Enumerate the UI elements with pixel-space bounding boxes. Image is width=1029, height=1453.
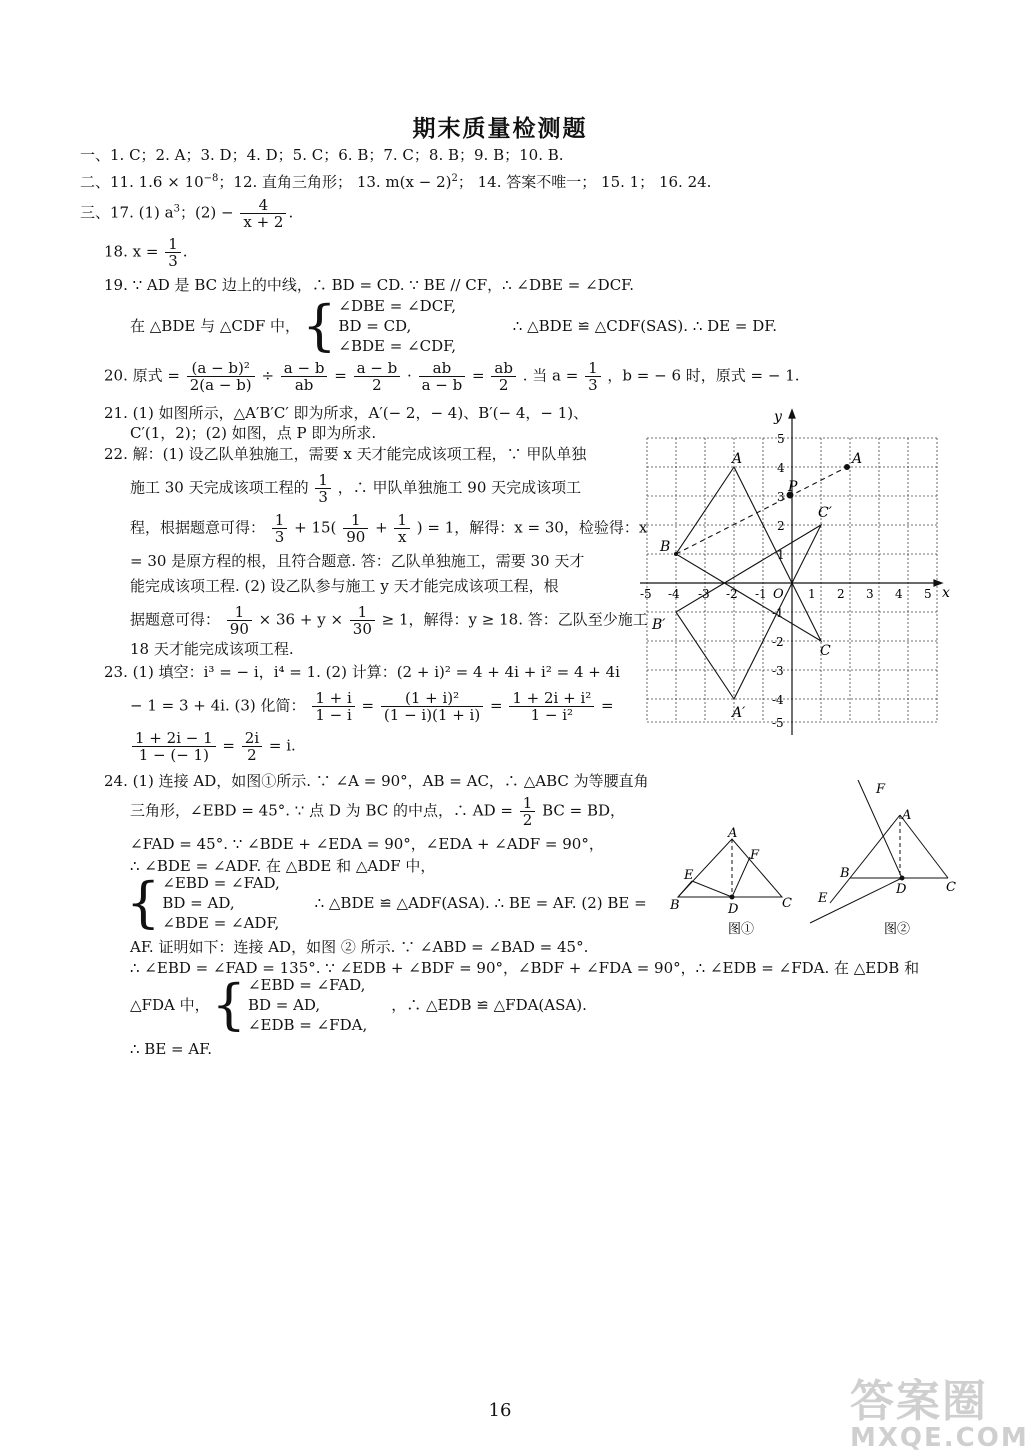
- text: =: [601, 696, 614, 715]
- fraction: [354, 360, 401, 393]
- y-tick: 4: [777, 461, 785, 475]
- fraction: [281, 360, 328, 393]
- figure-2: [800, 775, 970, 940]
- numerator: 1: [272, 512, 288, 529]
- label-c-prime: C′: [818, 505, 832, 521]
- denominator: 2: [372, 376, 382, 394]
- numerator: 4: [240, 197, 286, 214]
- denominator: 90: [229, 620, 249, 638]
- fraction: [491, 360, 516, 393]
- fraction: [419, 360, 466, 393]
- brace: {: [302, 294, 337, 357]
- numerator: 1: [520, 795, 536, 812]
- denominator: 3: [588, 376, 598, 394]
- numerator: 1: [350, 604, 375, 621]
- y-tick: 1: [777, 548, 785, 562]
- text: =: [222, 736, 235, 755]
- fraction: [242, 730, 262, 763]
- fig2-label-c: C: [946, 880, 956, 895]
- answer-line-22f: [130, 604, 648, 637]
- text: BC = BD，: [542, 801, 625, 820]
- answer-line-24e: [124, 873, 647, 933]
- text: .: [288, 203, 294, 222]
- fraction: [394, 512, 410, 545]
- label-b: B: [660, 539, 671, 555]
- label-a: A: [732, 451, 743, 467]
- text: 据题意可得：: [130, 610, 221, 629]
- fraction: [187, 360, 255, 393]
- denominator: 1 − i: [315, 706, 352, 724]
- x-tick: -1: [755, 587, 767, 601]
- denominator: 3: [274, 528, 285, 546]
- denominator: 3: [318, 488, 328, 506]
- sys-line: BD = CD,: [338, 317, 412, 335]
- numerator: 1 + i: [312, 690, 354, 707]
- denominator: (1 − i)(1 + i): [383, 706, 481, 724]
- fig1-label-f: F: [750, 848, 760, 863]
- brace: {: [211, 973, 246, 1036]
- fraction: [227, 604, 252, 637]
- text: △FDA 中，: [130, 996, 210, 1014]
- sys-line: ∠EDB = ∠FDA,: [247, 1016, 368, 1034]
- text: 程，根据题意可得：: [130, 518, 266, 537]
- text: ，∴ 甲队单独施工 90 天完成该项工: [337, 478, 582, 497]
- x-tick: -4: [668, 587, 680, 601]
- fig1-label-c: C: [782, 896, 792, 911]
- y-tick: -2: [772, 635, 784, 649]
- text: 二、11. 1.6 × 10: [80, 173, 204, 191]
- text: ∴ △BDE ≌ △ADF(ASA). ∴ BE = AF. (2) BE =: [314, 894, 647, 912]
- exponent: 2: [451, 173, 458, 184]
- text: =: [472, 366, 485, 385]
- denominator: 30: [352, 620, 372, 638]
- fig2-label-d: D: [896, 882, 907, 897]
- numerator: 1: [227, 604, 252, 621]
- denominator: 1 − i²: [530, 706, 574, 724]
- text: 20. 原式 =: [104, 366, 180, 385]
- label-a-prime: A′: [732, 705, 746, 721]
- x-axis-label: x: [942, 585, 950, 601]
- answer-line-1: 一、1. C；2. A；3. D；4. D；5. C；6. B；7. C；8. B；9. B；10. B.: [80, 146, 564, 164]
- answer-line-24g: ∴ ∠EBD = ∠FAD = 135°. ∵ ∠EDB + ∠BDF = 90°，∠BDF + ∠FDA = 90°，∴ ∠EDB = ∠FDA. 在 △EDB 和: [130, 959, 920, 977]
- answer-line-17: [80, 197, 293, 230]
- denominator: 90: [346, 528, 366, 546]
- text: ÷: [261, 366, 275, 385]
- fig1-label-d: D: [728, 902, 739, 917]
- denominator: x + 2: [243, 213, 284, 231]
- answer-line-24h: [130, 975, 587, 1035]
- answer-line-24f: AF. 证明如下：连接 AD，如图 ② 所示. ∵ ∠ABD = ∠BAD = 45°.: [130, 938, 589, 956]
- answer-line-22e: 能完成该项工程. (2) 设乙队参与施工 y 天才能完成该项工程，根: [130, 577, 559, 595]
- denominator: 2: [498, 376, 509, 394]
- x-tick-labels: [640, 587, 932, 601]
- y-tick: 2: [777, 519, 785, 533]
- answer-line-23b: [130, 690, 614, 723]
- fig2-label-f: F: [876, 782, 886, 797]
- page-title: 期末质量检测题: [412, 115, 588, 142]
- label-b-prime: B′: [652, 617, 666, 633]
- text: ； 14. 答案不唯一； 15. 1； 16. 24.: [457, 173, 712, 191]
- text: 三角形，∠EBD = 45°. ∵ 点 D 为 BC 的中点，∴ AD =: [130, 801, 513, 820]
- brace: {: [126, 871, 161, 934]
- answer-line-24a: 24. (1) 连接 AD，如图①所示. ∵ ∠A = 90°，AB = AC，∴ △ABC 为等腰直角: [104, 772, 649, 790]
- text: ) = 1，解得：x = 30，检验得：x: [416, 518, 648, 537]
- exponent: −8: [203, 173, 219, 184]
- fraction: [165, 236, 181, 269]
- fraction: [509, 690, 594, 723]
- text: 施工 30 天完成该项工程的: [130, 478, 309, 497]
- y-tick: -5: [772, 716, 784, 730]
- answer-line-19b: [130, 296, 777, 356]
- answer-line-21: 21. (1) 如图所示，△A′B′C′ 即为所求，A′(− 2，− 4)、B′(− 4，− 1)、: [104, 404, 589, 422]
- answer-line-19: 19. ∵ AD 是 BC 边上的中线，∴ BD = CD. ∵ BE // CF，∴ ∠DBE = ∠DCF.: [104, 276, 635, 294]
- point-a: [844, 464, 850, 470]
- answer-line-23c: [130, 730, 296, 763]
- equation-system: [248, 975, 367, 1035]
- numerator: 1: [585, 360, 601, 377]
- text: 在 △BDE 与 △CDF 中，: [130, 317, 301, 335]
- fraction: [585, 360, 601, 393]
- numerator: 1: [394, 512, 410, 529]
- text: ，∴ △EDB ≌ △FDA(ASA).: [391, 996, 587, 1014]
- fraction: [343, 512, 368, 545]
- x-tick: 2: [837, 587, 845, 601]
- sys-line: ∠EBD = ∠FAD,: [162, 874, 280, 892]
- fig1-label-b: B: [670, 898, 680, 913]
- text: ·: [407, 366, 412, 385]
- answer-line-24i: ∴ BE = AF.: [130, 1040, 213, 1058]
- numerator: 1: [343, 512, 368, 529]
- denominator: ab: [294, 376, 314, 394]
- x-tick: 5: [924, 587, 932, 601]
- denominator: a − b: [421, 376, 463, 394]
- watermark-text: 答案圈: [850, 1376, 988, 1427]
- label-c: C: [820, 643, 831, 659]
- page-number: 16: [488, 1400, 512, 1421]
- answer-line-22d: = 30 是原方程的根，且符合题意. 答：乙队单独施工，需要 30 天才: [130, 552, 585, 570]
- text: × 36 + y ×: [258, 610, 344, 629]
- y-tick: 3: [777, 490, 785, 504]
- text: .: [182, 242, 188, 261]
- label-p: P: [788, 479, 798, 495]
- fig2-label-a: A: [902, 808, 912, 823]
- numerator: 1: [315, 472, 331, 489]
- fraction: [240, 197, 286, 230]
- exponent: 3: [173, 203, 180, 215]
- answer-line-22g: 18 天才能完成该项工程.: [130, 640, 294, 658]
- coordinate-grid-figure: [640, 405, 960, 745]
- denominator: 2: [247, 746, 257, 764]
- y-tick: -4: [772, 693, 784, 707]
- text: ；12. 直角三角形； 13. m(x − 2): [218, 173, 452, 191]
- numerator: a − b: [354, 360, 401, 377]
- denominator: 2: [522, 811, 533, 829]
- y-axis-label: y: [774, 409, 782, 425]
- fig1-label-e: E: [684, 868, 694, 883]
- answer-line-21b: C′(1，2)；(2) 如图，点 P 即为所求.: [130, 424, 377, 442]
- answer-line-22c: [130, 512, 647, 545]
- text: + 15(: [294, 518, 337, 537]
- watermark-url: MXQE.COM: [850, 1423, 1029, 1453]
- text: ≥ 1，解得：y ≥ 18. 答：乙队至少施工: [381, 610, 648, 629]
- answer-line-22b: [130, 472, 581, 505]
- x-tick: -2: [726, 587, 738, 601]
- denominator: x: [397, 528, 407, 546]
- sys-line: BD = AD,: [162, 894, 235, 912]
- sys-line: ∠BDE = ∠CDF,: [338, 337, 457, 355]
- text: . 当 a =: [522, 366, 579, 385]
- numerator: a − b: [281, 360, 328, 377]
- fig2-label-b: B: [840, 866, 850, 881]
- fraction: [350, 604, 375, 637]
- numerator: 1 + 2i − 1: [132, 730, 216, 747]
- answer-line-24b: [130, 795, 625, 828]
- label-a2: A: [852, 451, 863, 467]
- equation-system: [162, 873, 279, 933]
- y-tick-labels: [772, 432, 785, 730]
- y-tick: -1: [772, 606, 784, 620]
- text: =: [490, 696, 503, 715]
- fraction: [132, 730, 216, 763]
- numerator: ab: [491, 360, 516, 377]
- answer-line-18: [104, 236, 188, 269]
- fig1-label-a: A: [728, 826, 738, 841]
- answer-line-24d: ∴ ∠BDE = ∠ADF. 在 △BDE 和 △ADF 中，: [130, 857, 436, 875]
- text: 18. x =: [104, 242, 159, 261]
- text: − 1 = 3 + 4i. (3) 化简：: [130, 696, 306, 715]
- numerator: 1: [165, 236, 181, 253]
- watermark: [850, 1365, 1029, 1453]
- origin-label: O: [773, 587, 784, 602]
- numerator: (1 + i)²: [381, 690, 483, 707]
- fraction: [315, 472, 331, 505]
- numerator: (a − b)²: [187, 360, 255, 377]
- x-tick: 4: [895, 587, 903, 601]
- fig1-caption: 图①: [728, 922, 755, 937]
- x-tick: -5: [640, 587, 652, 601]
- text: =: [361, 696, 375, 715]
- answer-line-23a: 23. (1) 填空：i³ = − i，i⁴ = 1. (2) 计算：(2 + i)² = 4 + 4i + i² = 4 + 4i: [104, 663, 620, 681]
- text: =: [334, 366, 347, 385]
- text: 三、17. (1) a: [80, 203, 174, 222]
- text: ；(2) −: [179, 203, 234, 222]
- sys-line: ∠DBE = ∠DCF,: [338, 297, 457, 315]
- point-labels: [651, 451, 862, 721]
- sys-line: BD = AD,: [247, 996, 321, 1014]
- x-tick: 1: [808, 587, 816, 601]
- fraction: [312, 690, 354, 723]
- sys-line: ∠EBD = ∠FAD,: [247, 976, 366, 994]
- text: ∴ △BDE ≌ △CDF(SAS). ∴ DE = DF.: [512, 317, 778, 335]
- fig2-label-e: E: [818, 891, 828, 906]
- answer-line-2: [80, 170, 711, 191]
- numerator: 1 + 2i + i²: [509, 690, 594, 707]
- denominator: 3: [168, 252, 178, 270]
- fraction: [520, 795, 536, 828]
- fig2-caption: 图②: [884, 922, 911, 937]
- answer-line-20: [104, 360, 800, 393]
- fraction: [272, 512, 288, 545]
- answer-line-22a: 22. 解：(1) 设乙队单独施工，需要 x 天才能完成该项工程，∵ 甲队单独: [104, 445, 587, 463]
- denominator: 1 − (− 1): [138, 746, 209, 764]
- fraction: [381, 690, 483, 723]
- text: ，b = − 6 时，原式 = − 1.: [607, 366, 800, 385]
- denominator: 2(a − b): [189, 376, 252, 394]
- text: = i.: [268, 736, 296, 755]
- equation-system: [338, 296, 456, 356]
- figure-1: [670, 825, 800, 940]
- text: +: [375, 518, 388, 537]
- y-tick: 5: [777, 432, 785, 446]
- axes: [640, 410, 942, 735]
- sys-line: ∠BDE = ∠ADF,: [162, 914, 280, 932]
- y-tick: -3: [772, 664, 784, 678]
- point-b: [674, 552, 678, 556]
- x-tick: 3: [866, 587, 874, 601]
- numerator: ab: [419, 360, 466, 377]
- answer-line-24c: ∠FAD = 45°. ∵ ∠BDE + ∠EDA = 90°，∠EDA + ∠ADF = 90°，: [130, 835, 604, 853]
- x-tick: -3: [698, 587, 710, 601]
- numerator: 2i: [242, 730, 262, 747]
